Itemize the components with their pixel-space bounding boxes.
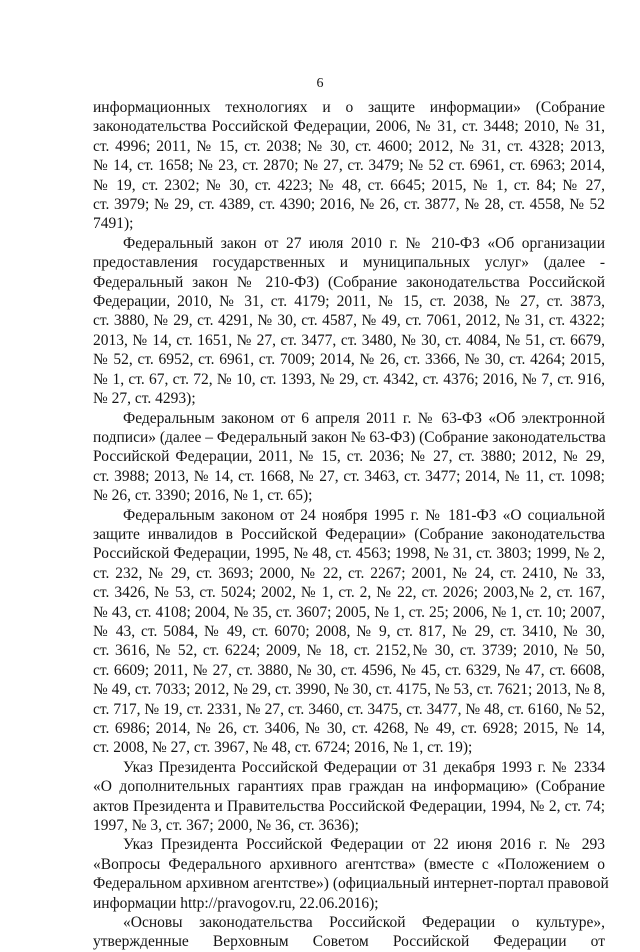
text-line: Федеральный закон от 27 июля 2010 г. № 210-ФЗ «Об организации xyxy=(123,234,605,252)
paragraph xyxy=(93,234,605,409)
text-line: «О дополнительных гарантиях прав граждан на информацию» (Собрание xyxy=(93,778,605,796)
text-line: Российской Федерации, 1995, № 48, ст. 4563; 1998, № 31, ст. 3803; 1999, № 2, xyxy=(93,545,605,563)
paragraph xyxy=(93,835,609,913)
text-line: ст. 3880, № 29, ст. 4291, № 30, ст. 4587, № 49, ст. 7061, 2012, № 31, ст. 4322; xyxy=(93,312,605,330)
paragraph xyxy=(93,913,605,952)
text-line: ст. 3988; 2013, № 14, ст. 1668, № 27, ст. 3463, ст. 3477; 2014, № 11, ст. 1098; xyxy=(93,467,605,485)
text-line: Указ Президента Российской Федерации от 22 июня 2016 г. № 293 xyxy=(123,836,605,854)
text-line: ст. 6986; 2014, № 26, ст. 3406, № 30, ст. 4268, № 49, ст. 6928; 2015, № 14, xyxy=(93,720,605,737)
document-body xyxy=(93,98,609,952)
text-line: № 49, ст. 7033; 2012, № 29, ст. 3990, № 30, ст. 4175, № 53, ст. 7621; 2013, № 8, xyxy=(93,681,606,699)
text-line: 7491); xyxy=(93,215,134,233)
text-line: ст. 3979; № 29, ст. 4389, ст. 4390; 2016, № 26, ст. 3877, № 28, ст. 4558, № 52 xyxy=(93,196,605,214)
text-line: Российской Федерации, 2011, № 15, ст. 2036; № 27, ст. 3880; 2012, № 29, xyxy=(93,448,605,466)
text-line: ст. 232, № 29, ст. 3693; 2000, № 22, ст. 2267; 2001, № 24, ст. 2410, № 33, xyxy=(93,564,605,582)
text-line: ст. 4996; 2011, № 15, ст. 2038; № 30, ст. 4600; 2012, № 31, ст. 4328; 2013, xyxy=(93,137,605,155)
page-number: 6 xyxy=(316,76,324,91)
text-line: актов Президента и Правительства Российской Федерации, 1994, № 2, ст. 74; xyxy=(93,797,605,815)
text-line: ст. 717, № 19, ст. 2331, № 27, ст. 3460, ст. 3475, ст. 3477, № 48, ст. 6160, № 52, xyxy=(93,700,605,718)
text-line: ст. 3616, № 52, ст. 6224; 2009, № 18, ст. 2152,№ 30, ст. 3739; 2010, № 50, xyxy=(93,642,605,660)
paragraph xyxy=(93,409,605,506)
text-line: Федеральным законом от 6 апреля 2011 г. № 63-ФЗ «Об электронной xyxy=(123,409,605,427)
text-line: ст. 6609; 2011, № 27, ст. 3880, № 30, ст. 4596, № 45, ст. 6329, № 47, ст. 6608, xyxy=(93,661,605,679)
text-line: № 27, ст. 4293); xyxy=(93,390,196,408)
text-line: Федерации, 2010, № 31, ст. 4179; 2011, № 15, ст. 2038, № 27, ст. 3873, xyxy=(93,293,605,311)
text-line: информационных технологиях и о защите информации» (Собрание xyxy=(93,99,605,116)
text-line: № 43, ст. 4108; 2004, № 35, ст. 3607; 2005, № 1, ст. 25; 2006, № 1, ст. 10; 2007, xyxy=(93,603,605,621)
paragraph xyxy=(93,506,605,758)
text-line: утвержденные Верховным Советом Российской Федерации от xyxy=(93,933,605,951)
text-line: 1997, № 3, ст. 367; 2000, № 36, ст. 3636); xyxy=(93,817,359,835)
text-line: Федеральным законом от 24 ноября 1995 г. № 181-ФЗ «О социальной xyxy=(123,506,605,524)
text-line: «Вопросы Федерального архивного агентства» (вместе с «Положением о xyxy=(93,855,605,873)
text-line: № 52, ст. 6952, ст. 6961, ст. 7009; 2014, № 26, ст. 3366, № 30, ст. 4264; 2015, xyxy=(93,351,605,369)
text-line: законодательства Российской Федерации, 2006, № 31, ст. 3448; 2010, № 31, xyxy=(93,118,605,136)
text-line: № 14, ст. 1658; № 23, ст. 2870; № 27, ст. 3479; № 52 ст. 6961, ст. 6963; 2014, xyxy=(93,157,605,175)
text-line: № 1, ст. 67, ст. 72, № 10, ст. 1393, № 29, ст. 4342, ст. 4376; 2016, № 7, ст. 916, xyxy=(93,370,605,388)
text-line: подписи» (далее – Федеральный закон № 63-ФЗ) (Собрание законодательства xyxy=(93,428,606,446)
text-line: ст. 3426, № 53, ст. 5024; 2002, № 1, ст. 2, № 22, ст. 2026; 2003,№ 2, ст. 167, xyxy=(93,584,605,602)
text-line: № 19, ст. 2302; № 30, ст. 4223; № 48, ст. 6645; 2015, № 1, ст. 84; № 27, xyxy=(93,176,605,194)
text-line: предоставления государственных и муниципальных услуг» (далее - xyxy=(93,254,605,272)
text-line: № 26, ст. 3390; 2016, № 1, ст. 65); xyxy=(93,487,313,505)
text-line: информации http://pravogov.ru, 22.06.2016); xyxy=(93,894,379,912)
text-line: Федеральном архивном агентстве») (официальный интернет-портал правовой xyxy=(93,875,609,893)
text-line: № 43, ст. 5084, № 49, ст. 6070; 2008, № 9, ст. 817, № 29, ст. 3410, № 30, xyxy=(93,622,605,640)
text-line: «Основы законодательства Российской Федерации о культуре», xyxy=(123,914,605,932)
text-line: Указ Президента Российской Федерации от 31 декабря 1993 г. № 2334 xyxy=(123,758,605,776)
paragraph xyxy=(93,758,605,836)
text-line: Федеральный закон № 210-ФЗ) (Собрание законодательства Российской xyxy=(93,273,605,291)
text-line: 2013, № 14, ст. 1651, № 27, ст. 3477, ст. 3480, № 30, ст. 4084, № 51, ст. 6679, xyxy=(93,331,605,349)
text-line: ст. 2008, № 27, ст. 3967, № 48, ст. 6724; 2016, № 1, ст. 19); xyxy=(93,739,473,757)
text-line: защите инвалидов в Российской Федерации» (Собрание законодательства xyxy=(93,525,605,543)
paragraph xyxy=(93,98,605,234)
